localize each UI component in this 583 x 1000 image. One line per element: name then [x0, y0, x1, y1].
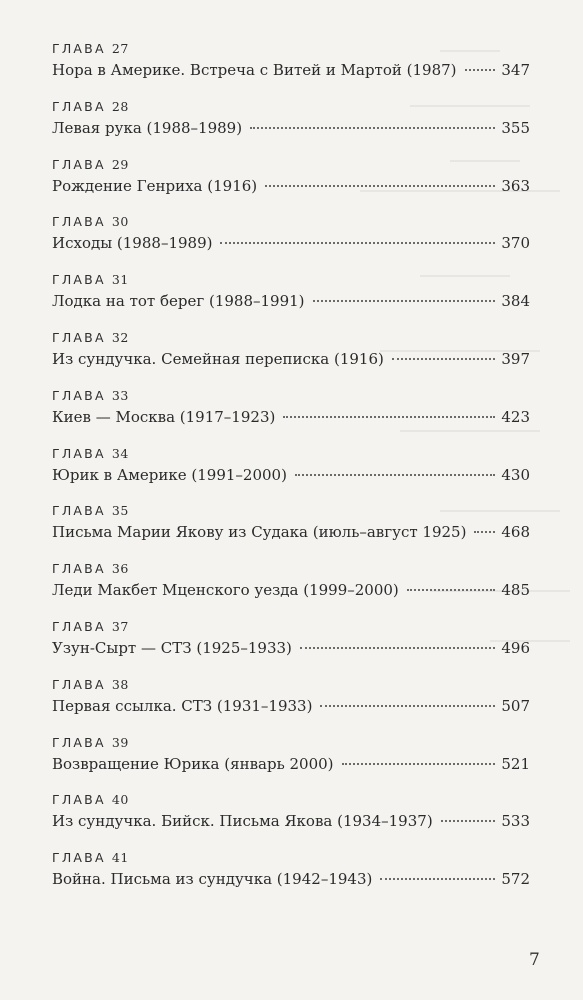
toc-entry[interactable] — [52, 617, 530, 675]
chapter-word: ГЛАВА — [52, 503, 106, 519]
chapter-word: ГЛАВА — [52, 792, 106, 808]
chapter-title: Из сундучка. Бийск. Письма Якова (1934–1937) — [52, 812, 433, 831]
chapter-title: Письма Марии Якову из Судака (июль–август 1925) — [52, 523, 467, 542]
toc-entry[interactable] — [52, 328, 530, 386]
toc-entry-line — [52, 521, 530, 543]
table-of-contents — [52, 39, 530, 906]
toc-entry-line — [52, 348, 530, 370]
chapter-label — [52, 386, 530, 406]
dot-leader — [265, 185, 495, 187]
toc-entry[interactable] — [52, 675, 530, 733]
chapter-number: 41 — [111, 850, 129, 866]
chapter-word: ГЛАВА — [52, 676, 106, 692]
chapter-number: 29 — [111, 156, 129, 172]
chapter-number: 28 — [111, 98, 129, 114]
chapter-word: ГЛАВА — [52, 618, 106, 634]
chapter-title: Нора в Америке. Встреча с Витей и Мартой (1987) — [52, 61, 457, 79]
chapter-title: Узун-Сырт — СТЗ (1925–1933) — [52, 638, 292, 657]
chapter-title: Война. Письма из сундучка (1942–1943) — [52, 870, 373, 889]
chapter-word: ГЛАВА — [52, 41, 106, 56]
chapter-number: 40 — [111, 792, 129, 808]
chapter-word: ГЛАВА — [52, 387, 106, 403]
chapter-label — [52, 444, 530, 464]
chapter-label — [52, 848, 530, 868]
chapter-word: ГЛАВА — [52, 214, 106, 230]
chapter-label — [52, 97, 530, 117]
toc-entry-line — [52, 232, 530, 254]
toc-entry-line — [52, 464, 530, 486]
dot-leader — [300, 647, 495, 649]
toc-entry-line — [52, 637, 530, 659]
toc-entry-line — [52, 753, 530, 775]
chapter-page-number: 468 — [501, 523, 530, 542]
chapter-label — [52, 617, 530, 637]
chapter-number: 30 — [111, 214, 129, 230]
toc-entry-line — [52, 290, 530, 312]
chapter-page-number: 507 — [501, 696, 530, 715]
chapter-word: ГЛАВА — [52, 734, 106, 750]
dot-leader — [283, 416, 495, 418]
chapter-number: 31 — [111, 272, 129, 288]
toc-entry[interactable] — [52, 848, 530, 906]
toc-entry-line — [52, 406, 530, 428]
chapter-label — [52, 328, 530, 348]
chapter-page-number: 384 — [501, 292, 530, 311]
toc-entry[interactable] — [52, 386, 530, 444]
chapter-label — [52, 675, 530, 695]
chapter-page-number: 363 — [501, 176, 530, 195]
dot-leader — [392, 358, 495, 360]
chapter-page-number: 370 — [501, 234, 530, 253]
dot-leader — [313, 300, 496, 302]
chapter-page-number: 521 — [501, 754, 530, 773]
chapter-page-number: 397 — [501, 349, 530, 368]
dot-leader — [474, 531, 495, 533]
chapter-title: Леди Макбет Мценского уезда (1999–2000) — [52, 581, 399, 600]
toc-entry[interactable] — [52, 559, 530, 617]
chapter-number: 36 — [111, 561, 129, 577]
dot-leader — [320, 705, 495, 707]
chapter-label — [52, 559, 530, 579]
chapter-page-number: 355 — [501, 118, 530, 137]
dot-leader — [380, 878, 495, 880]
toc-entry[interactable] — [52, 501, 530, 559]
chapter-number: 34 — [111, 445, 129, 461]
chapter-title: Исходы (1988–1989) — [52, 234, 213, 253]
chapter-number: 38 — [111, 676, 129, 692]
chapter-number: 39 — [111, 734, 129, 750]
chapter-title: Киев — Москва (1917–1923) — [52, 407, 276, 426]
chapter-word: ГЛАВА — [52, 329, 106, 345]
toc-entry[interactable] — [52, 39, 530, 97]
chapter-title: Из сундучка. Семейная переписка (1916) — [52, 349, 384, 368]
chapter-title: Рождение Генриха (1916) — [52, 176, 258, 195]
toc-entry[interactable] — [52, 270, 530, 328]
toc-entry[interactable] — [52, 790, 530, 848]
chapter-title: Первая ссылка. СТЗ (1931–1933) — [52, 696, 313, 715]
toc-entry-line — [52, 579, 530, 601]
chapter-word: ГЛАВА — [52, 850, 106, 866]
chapter-word: ГЛАВА — [52, 98, 106, 114]
dot-leader — [441, 820, 496, 822]
chapter-label — [52, 270, 530, 290]
chapter-title: Левая рука (1988–1989) — [52, 118, 243, 137]
chapter-word: ГЛАВА — [52, 445, 106, 461]
toc-entry[interactable] — [52, 97, 530, 155]
chapter-page-number: 430 — [501, 465, 530, 484]
chapter-label — [52, 501, 530, 521]
chapter-word: ГЛАВА — [52, 561, 106, 577]
chapter-label — [52, 39, 530, 59]
chapter-label — [52, 733, 530, 753]
chapter-word: ГЛАВА — [52, 156, 106, 172]
chapter-title: Возвращение Юрика (январь 2000) — [52, 754, 334, 773]
dot-leader — [407, 589, 496, 591]
chapter-number: 37 — [111, 618, 129, 634]
dot-leader — [295, 474, 495, 476]
dot-leader — [220, 242, 495, 244]
chapter-page-number: 423 — [501, 407, 530, 426]
dot-leader — [465, 69, 496, 71]
chapter-label — [52, 155, 530, 175]
page-number: 7 — [529, 950, 540, 970]
chapter-page-number: 496 — [501, 638, 530, 657]
chapter-page-number: 533 — [501, 812, 530, 831]
chapter-label — [52, 790, 530, 810]
toc-entry-line — [52, 868, 530, 890]
chapter-word: ГЛАВА — [52, 272, 106, 288]
chapter-title: Лодка на тот берег (1988–1991) — [52, 292, 305, 311]
chapter-page-number: 347 — [501, 61, 530, 79]
toc-entry-line — [52, 117, 530, 139]
dot-leader — [342, 763, 496, 765]
toc-entry-line — [52, 810, 530, 832]
toc-entry-line — [52, 175, 530, 197]
toc-entry[interactable] — [52, 733, 530, 791]
chapter-title: Юрик в Америке (1991–2000) — [52, 465, 287, 484]
toc-entry-line — [52, 695, 530, 717]
chapter-page-number: 485 — [501, 581, 530, 600]
chapter-label — [52, 212, 530, 232]
chapter-number: 33 — [111, 387, 129, 403]
chapter-number: 27 — [111, 41, 129, 56]
toc-entry[interactable] — [52, 444, 530, 502]
toc-entry[interactable] — [52, 155, 530, 213]
chapter-number: 32 — [111, 329, 129, 345]
chapter-page-number: 572 — [501, 870, 530, 889]
chapter-number: 35 — [111, 503, 129, 519]
toc-entry[interactable] — [52, 212, 530, 270]
dot-leader — [250, 127, 495, 129]
toc-entry-line — [52, 59, 530, 81]
